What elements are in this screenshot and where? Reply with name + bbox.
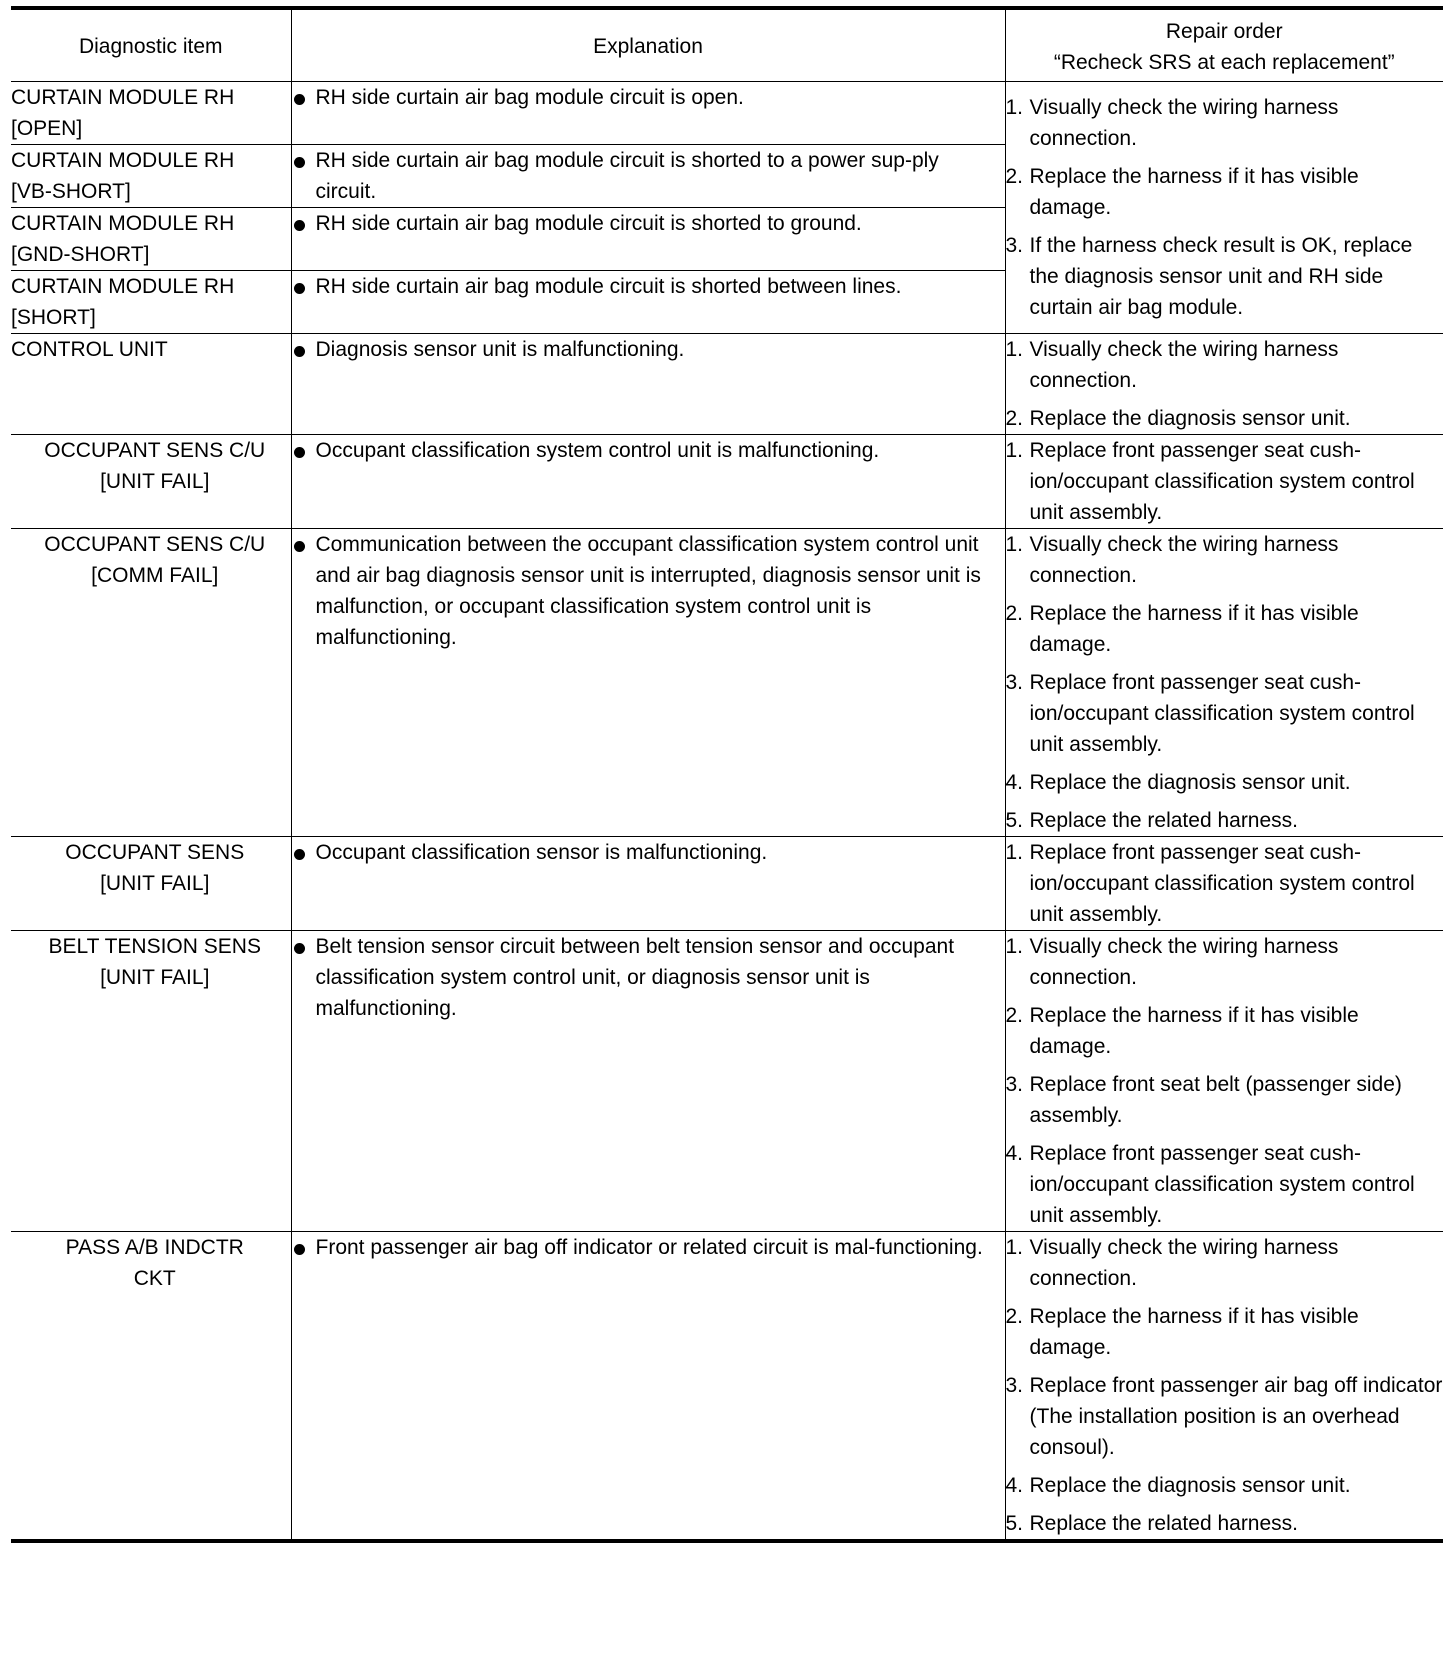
diagnostic-table [11, 6, 1443, 1543]
repair-step: 1. Visually check the wiring harness connection. [1005, 96, 1339, 150]
diagnostic-item-cell: BELT TENSION SENS [UNIT FAIL] [11, 931, 291, 1232]
repair-order-cell [1005, 82, 1443, 334]
diagnostic-item-cell: OCCUPANT SENS [UNIT FAIL] [11, 837, 291, 931]
table-row [11, 334, 1443, 435]
repair-step: 5. Replace the related harness. [1005, 809, 1298, 832]
explanation-cell: Belt tension sensor circuit between belt tension sensor and occupant classification system control unit, or diagnosis sensor unit is malfunctioning. [291, 931, 1005, 1232]
header-repair-order-note: “Recheck SRS at each replacement” [1053, 50, 1395, 74]
diagnostic-item-cell: CURTAIN MODULE RH [OPEN] [11, 82, 291, 145]
explanation-cell: Diagnosis sensor unit is malfunctioning. [291, 334, 1005, 435]
repair-order-cell [1005, 1232, 1443, 1542]
table-row [11, 82, 1443, 145]
table-header-row [11, 8, 1443, 82]
diagnostic-item-cell: OCCUPANT SENS C/U [UNIT FAIL] [11, 435, 291, 529]
repair-order-cell [1005, 334, 1443, 435]
repair-step: 1. Replace front passenger seat cush-ion/occupant classification system control unit assembly. [1005, 439, 1415, 524]
repair-step: 2. Replace the diagnosis sensor unit. [1005, 407, 1351, 430]
header-explanation: Explanation [291, 8, 1005, 82]
repair-step: 2. Replace the harness if it has visible damage. [1005, 1004, 1359, 1058]
diagnostic-item-cell: CURTAIN MODULE RH [GND-SHORT] [11, 208, 291, 271]
repair-order-cell [1005, 837, 1443, 931]
explanation-cell: RH side curtain air bag module circuit is open. [291, 82, 1005, 145]
repair-step: 3. Replace front passenger seat cush-ion/occupant classification system control unit assembly. [1005, 671, 1415, 756]
diagnostic-item-cell: CURTAIN MODULE RH [VB-SHORT] [11, 145, 291, 208]
repair-order-cell [1005, 529, 1443, 837]
header-repair-order-title: Repair order [1165, 19, 1283, 43]
repair-step: 1. Visually check the wiring harness connection. [1005, 1236, 1339, 1290]
repair-step: 1. Visually check the wiring harness connection. [1005, 338, 1339, 392]
table-row [11, 435, 1443, 529]
explanation-cell: Occupant classification system control unit is malfunctioning. [291, 435, 1005, 529]
repair-step: 1. Visually check the wiring harness connection. [1005, 533, 1339, 587]
repair-step: 5. Replace the related harness. [1005, 1512, 1298, 1535]
repair-step: 1. Visually check the wiring harness connection. [1005, 935, 1339, 989]
header-repair-order [1005, 8, 1443, 82]
diagnostic-item-cell: CONTROL UNIT [11, 334, 291, 435]
repair-order-cell [1005, 931, 1443, 1232]
table-row [11, 837, 1443, 931]
repair-step: 2. Replace the harness if it has visible damage. [1005, 602, 1359, 656]
repair-step: 3. Replace front seat belt (passenger side) assembly. [1005, 1073, 1402, 1127]
header-diagnostic-item: Diagnostic item [11, 8, 291, 82]
repair-step: 4. Replace front passenger seat cush-ion/occupant classification system control unit assembly. [1005, 1142, 1415, 1227]
explanation-cell: RH side curtain air bag module circuit is shorted between lines. [291, 271, 1005, 334]
repair-step: 2. Replace the harness if it has visible damage. [1005, 165, 1359, 219]
repair-step: 4. Replace the diagnosis sensor unit. [1005, 1474, 1351, 1497]
repair-order-cell [1005, 435, 1443, 529]
explanation-cell: Communication between the occupant classification system control unit and air bag diagnosis sensor unit is interrupted, diagnosis sensor unit is malfunction, or occupant classification system control unit is malfunctioning. [291, 529, 1005, 837]
repair-step: 3. Replace front passenger air bag off indicator (The installation position is an overhead consoul). [1005, 1374, 1443, 1459]
table-row [11, 529, 1443, 837]
table-row [11, 931, 1443, 1232]
explanation-cell: Occupant classification sensor is malfunctioning. [291, 837, 1005, 931]
explanation-cell: RH side curtain air bag module circuit is shorted to a power sup-ply circuit. [291, 145, 1005, 208]
diagnostic-item-cell: CURTAIN MODULE RH [SHORT] [11, 271, 291, 334]
explanation-cell: Front passenger air bag off indicator or related circuit is mal-functioning. [291, 1232, 1005, 1542]
table-row [11, 1232, 1443, 1542]
repair-step: 1. Replace front passenger seat cush-ion/occupant classification system control unit assembly. [1005, 841, 1415, 926]
diagnostic-item-cell: OCCUPANT SENS C/U [COMM FAIL] [11, 529, 291, 837]
repair-step: 3. If the harness check result is OK, replace the diagnosis sensor unit and RH side curtain air bag module. [1005, 234, 1413, 319]
repair-step: 4. Replace the diagnosis sensor unit. [1005, 771, 1351, 794]
repair-step: 2. Replace the harness if it has visible damage. [1005, 1305, 1359, 1359]
diagnostic-table-document [11, 6, 1443, 1543]
diagnostic-item-cell: PASS A/B INDCTR CKT [11, 1232, 291, 1542]
explanation-cell: RH side curtain air bag module circuit is shorted to ground. [291, 208, 1005, 271]
